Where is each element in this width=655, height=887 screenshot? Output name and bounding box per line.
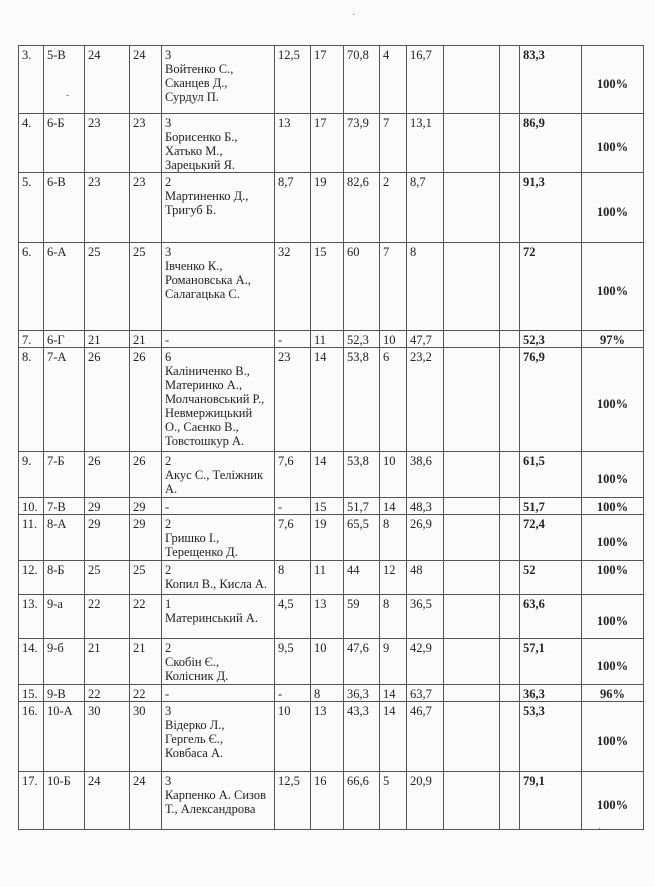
total-students-cell: 24 <box>85 772 130 830</box>
average-percent-cell: 38,6 <box>407 452 444 498</box>
sufficient-percent-cell: 44 <box>344 561 380 595</box>
present-students-cell: 24 <box>130 46 162 114</box>
performance-percent-cell: 100% <box>582 702 644 772</box>
performance-percent-cell: 97% <box>582 331 644 348</box>
grade-table <box>18 45 644 830</box>
high-level-students-cell <box>162 243 275 331</box>
present-students-cell: 22 <box>130 595 162 639</box>
sufficient-percent-cell: 51,7 <box>344 498 380 515</box>
class-cell: 5-В <box>44 46 85 114</box>
high-level-count: 3 <box>165 116 172 130</box>
sufficient-count-cell: 11 <box>311 331 344 348</box>
high-level-count: 2 <box>165 517 172 531</box>
class-cell: 9-В <box>44 685 85 702</box>
sufficient-count-cell: 15 <box>311 498 344 515</box>
low-count-cell <box>444 515 500 561</box>
table-row <box>19 772 644 830</box>
sufficient-percent-cell: 60 <box>344 243 380 331</box>
present-students-cell: 26 <box>130 348 162 452</box>
sufficient-count-cell: 19 <box>311 515 344 561</box>
grade-table-body <box>19 46 644 830</box>
high-level-students-cell <box>162 561 275 595</box>
performance-percent-cell: 100% <box>582 561 644 595</box>
high-level-percent-cell: 8 <box>275 561 311 595</box>
student-name: Романовська А., <box>165 273 251 287</box>
low-percent-cell <box>500 561 520 595</box>
table-row <box>19 702 644 772</box>
high-level-percent-cell: 10 <box>275 702 311 772</box>
average-count-cell: 8 <box>380 515 407 561</box>
performance-percent-cell: 96% <box>582 685 644 702</box>
sufficient-count-cell: 16 <box>311 772 344 830</box>
present-students-cell: 23 <box>130 114 162 173</box>
student-name: Сканцев Д., <box>165 76 228 90</box>
low-percent-cell <box>500 452 520 498</box>
average-percent-cell: 8 <box>407 243 444 331</box>
class-cell: 10-Б <box>44 772 85 830</box>
sufficient-count-cell: 14 <box>311 348 344 452</box>
student-name: Салагацька С. <box>165 287 240 301</box>
high-level-count: 1 <box>165 597 172 611</box>
high-level-percent-cell: 12,5 <box>275 46 311 114</box>
student-name: Ковбаса А. <box>165 746 224 760</box>
high-level-students-cell <box>162 685 275 702</box>
student-name: Войтенко С., <box>165 62 234 76</box>
high-level-percent-cell: 12,5 <box>275 772 311 830</box>
total-students-cell: 25 <box>85 243 130 331</box>
table-row <box>19 452 644 498</box>
present-students-cell: 29 <box>130 498 162 515</box>
high-level-percent-cell: 8,7 <box>275 173 311 243</box>
row-number-cell: 9. <box>19 452 44 498</box>
student-name: Товстошкур А. <box>165 434 245 448</box>
average-percent-cell: 8,7 <box>407 173 444 243</box>
student-name: Борисенко Б., <box>165 130 238 144</box>
class-cell: 8-А <box>44 515 85 561</box>
total-students-cell: 21 <box>85 639 130 685</box>
student-name: Материнський А. <box>165 611 258 625</box>
high-level-students-cell <box>162 702 275 772</box>
student-name: О., Саєнко В., <box>165 420 239 434</box>
high-level-count: 2 <box>165 454 172 468</box>
sufficient-count-cell: 8 <box>311 685 344 702</box>
sufficient-percent-cell: 70,8 <box>344 46 380 114</box>
row-number-cell: 14. <box>19 639 44 685</box>
sufficient-percent-cell: 82,6 <box>344 173 380 243</box>
low-percent-cell <box>500 685 520 702</box>
average-count-cell: 10 <box>380 331 407 348</box>
row-number-cell: 15. <box>19 685 44 702</box>
average-percent-cell: 42,9 <box>407 639 444 685</box>
sufficient-count-cell: 11 <box>311 561 344 595</box>
row-number-cell: 4. <box>19 114 44 173</box>
class-cell: 7-Б <box>44 452 85 498</box>
low-percent-cell <box>500 331 520 348</box>
student-name: Гергель Є., <box>165 732 224 746</box>
quality-percent-cell: 63,6 <box>520 595 582 639</box>
high-level-students-cell <box>162 173 275 243</box>
student-name: Хатько М., <box>165 144 223 158</box>
average-count-cell: 9 <box>380 639 407 685</box>
high-level-count: 6 <box>165 350 172 364</box>
table-row <box>19 515 644 561</box>
high-level-count: 3 <box>165 704 172 718</box>
present-students-cell: 21 <box>130 639 162 685</box>
total-students-cell: 29 <box>85 515 130 561</box>
high-level-students-cell <box>162 595 275 639</box>
high-level-students-cell <box>162 639 275 685</box>
quality-percent-cell: 72,4 <box>520 515 582 561</box>
quality-percent-cell: 86,9 <box>520 114 582 173</box>
total-students-cell: 21 <box>85 331 130 348</box>
sufficient-percent-cell: 43,3 <box>344 702 380 772</box>
high-level-count: 2 <box>165 175 172 189</box>
row-number-cell: 12. <box>19 561 44 595</box>
high-level-count: 3 <box>165 48 172 62</box>
low-count-cell <box>444 498 500 515</box>
high-level-count: 2 <box>165 563 172 577</box>
low-percent-cell <box>500 114 520 173</box>
performance-percent-cell: 100% <box>582 114 644 173</box>
student-name: Копил В., Кисла А. <box>165 577 268 591</box>
total-students-cell: 22 <box>85 685 130 702</box>
average-count-cell: 8 <box>380 595 407 639</box>
performance-percent-cell: 100% <box>582 452 644 498</box>
high-level-percent-cell: 32 <box>275 243 311 331</box>
row-number-cell: 3. <box>19 46 44 114</box>
low-percent-cell <box>500 515 520 561</box>
high-level-percent-cell: 4,5 <box>275 595 311 639</box>
average-percent-cell: 36,5 <box>407 595 444 639</box>
table-row <box>19 243 644 331</box>
sufficient-count-cell: 15 <box>311 243 344 331</box>
low-percent-cell <box>500 243 520 331</box>
average-percent-cell: 20,9 <box>407 772 444 830</box>
student-name: Відерко Л., <box>165 718 225 732</box>
total-students-cell: 23 <box>85 173 130 243</box>
sufficient-count-cell: 13 <box>311 595 344 639</box>
high-level-count: 3 <box>165 245 172 259</box>
sufficient-percent-cell: 66,6 <box>344 772 380 830</box>
student-name: Акус С., Теліжник <box>165 468 264 482</box>
performance-percent-cell: 100% <box>582 772 644 830</box>
student-name: А. <box>165 482 178 496</box>
low-percent-cell <box>500 173 520 243</box>
quality-percent-cell: 79,1 <box>520 772 582 830</box>
total-students-cell: 26 <box>85 452 130 498</box>
low-count-cell <box>444 243 500 331</box>
total-students-cell: 30 <box>85 702 130 772</box>
performance-percent-cell: 100% <box>582 46 644 114</box>
performance-percent-cell: 100% <box>582 639 644 685</box>
present-students-cell: 22 <box>130 685 162 702</box>
quality-percent-cell: 53,3 <box>520 702 582 772</box>
performance-percent-cell: 100% <box>582 243 644 331</box>
performance-percent-cell: 100% <box>582 173 644 243</box>
high-level-percent-cell: 7,6 <box>275 515 311 561</box>
high-level-percent-cell: 23 <box>275 348 311 452</box>
low-percent-cell <box>500 348 520 452</box>
low-percent-cell <box>500 595 520 639</box>
average-count-cell: 7 <box>380 114 407 173</box>
sufficient-percent-cell: 65,5 <box>344 515 380 561</box>
table-row <box>19 639 644 685</box>
class-cell: 6-В <box>44 173 85 243</box>
low-percent-cell <box>500 46 520 114</box>
student-name: Сурдул П. <box>165 90 219 104</box>
student-name: Невмержицький <box>165 406 253 420</box>
average-percent-cell: 47,7 <box>407 331 444 348</box>
student-name: Т., Александрова <box>165 802 256 816</box>
total-students-cell: 24 <box>85 46 130 114</box>
present-students-cell: 29 <box>130 515 162 561</box>
table-row <box>19 498 644 515</box>
present-students-cell: 25 <box>130 561 162 595</box>
sufficient-percent-cell: 73,9 <box>344 114 380 173</box>
row-number-cell: 16. <box>19 702 44 772</box>
quality-percent-cell: 61,5 <box>520 452 582 498</box>
row-number-cell: 13. <box>19 595 44 639</box>
student-name: Карпенко А. Сизов <box>165 788 267 802</box>
class-cell: 6-Б <box>44 114 85 173</box>
sufficient-count-cell: 14 <box>311 452 344 498</box>
sufficient-count-cell: 17 <box>311 46 344 114</box>
high-level-students-cell <box>162 114 275 173</box>
low-percent-cell <box>500 702 520 772</box>
low-count-cell <box>444 685 500 702</box>
average-percent-cell: 46,7 <box>407 702 444 772</box>
student-name: Гришко І., <box>165 531 220 545</box>
high-level-students-cell <box>162 452 275 498</box>
high-level-students-cell <box>162 46 275 114</box>
quality-percent-cell: 51,7 <box>520 498 582 515</box>
high-level-students-cell <box>162 515 275 561</box>
average-percent-cell: 13,1 <box>407 114 444 173</box>
class-cell: 6-Г <box>44 331 85 348</box>
table-row <box>19 595 644 639</box>
average-count-cell: 12 <box>380 561 407 595</box>
quality-percent-cell: 91,3 <box>520 173 582 243</box>
student-name: Терещенко Д. <box>165 545 238 559</box>
table-row <box>19 685 644 702</box>
student-name: Тригуб Б. <box>165 203 217 217</box>
average-count-cell: 5 <box>380 772 407 830</box>
table-row <box>19 348 644 452</box>
high-level-count: - <box>165 333 170 347</box>
sufficient-percent-cell: 47,6 <box>344 639 380 685</box>
student-name: Івченко К., <box>165 259 223 273</box>
low-count-cell <box>444 348 500 452</box>
class-cell: 7-А <box>44 348 85 452</box>
class-cell: 7-В <box>44 498 85 515</box>
row-number-cell: 8. <box>19 348 44 452</box>
student-name: Колісник Д. <box>165 669 229 683</box>
student-name: Зарецький Я. <box>165 158 236 172</box>
low-count-cell <box>444 452 500 498</box>
high-level-count: 3 <box>165 774 172 788</box>
class-cell: 8-Б <box>44 561 85 595</box>
high-level-students-cell <box>162 348 275 452</box>
low-percent-cell <box>500 498 520 515</box>
high-level-students-cell <box>162 772 275 830</box>
total-students-cell: 26 <box>85 348 130 452</box>
table-row <box>19 173 644 243</box>
scan-speck: ‐ <box>66 90 70 101</box>
average-count-cell: 10 <box>380 452 407 498</box>
total-students-cell: 22 <box>85 595 130 639</box>
high-level-percent-cell: 9,5 <box>275 639 311 685</box>
row-number-cell: 17. <box>19 772 44 830</box>
average-count-cell: 14 <box>380 702 407 772</box>
average-percent-cell: 48 <box>407 561 444 595</box>
sufficient-count-cell: 19 <box>311 173 344 243</box>
sufficient-percent-cell: 52,3 <box>344 331 380 348</box>
class-cell: 9-б <box>44 639 85 685</box>
row-number-cell: 11. <box>19 515 44 561</box>
student-name: Каліниченко В., <box>165 364 250 378</box>
quality-percent-cell: 36,3 <box>520 685 582 702</box>
table-row <box>19 561 644 595</box>
average-percent-cell: 48,3 <box>407 498 444 515</box>
row-number-cell: 6. <box>19 243 44 331</box>
total-students-cell: 23 <box>85 114 130 173</box>
low-count-cell <box>444 702 500 772</box>
quality-percent-cell: 52 <box>520 561 582 595</box>
class-cell: 9-а <box>44 595 85 639</box>
sufficient-percent-cell: 53,8 <box>344 348 380 452</box>
low-count-cell <box>444 173 500 243</box>
high-level-count: 2 <box>165 641 172 655</box>
table-row <box>19 331 644 348</box>
scan-speck: · <box>352 10 356 21</box>
quality-percent-cell: 83,3 <box>520 46 582 114</box>
present-students-cell: 21 <box>130 331 162 348</box>
high-level-percent-cell: - <box>275 331 311 348</box>
quality-percent-cell: 76,9 <box>520 348 582 452</box>
table-row <box>19 46 644 114</box>
total-students-cell: 29 <box>85 498 130 515</box>
performance-percent-cell: 100% <box>582 595 644 639</box>
average-count-cell: 2 <box>380 173 407 243</box>
average-percent-cell: 63,7 <box>407 685 444 702</box>
sufficient-count-cell: 10 <box>311 639 344 685</box>
student-name: Мартиненко Д., <box>165 189 249 203</box>
row-number-cell: 5. <box>19 173 44 243</box>
row-number-cell: 10. <box>19 498 44 515</box>
sufficient-count-cell: 17 <box>311 114 344 173</box>
sufficient-count-cell: 13 <box>311 702 344 772</box>
low-count-cell <box>444 561 500 595</box>
average-count-cell: 14 <box>380 685 407 702</box>
performance-percent-cell: 100% <box>582 348 644 452</box>
average-percent-cell: 16,7 <box>407 46 444 114</box>
low-count-cell <box>444 772 500 830</box>
present-students-cell: 24 <box>130 772 162 830</box>
present-students-cell: 23 <box>130 173 162 243</box>
high-level-percent-cell: 7,6 <box>275 452 311 498</box>
scan-speck: · <box>598 824 602 835</box>
average-count-cell: 4 <box>380 46 407 114</box>
table-row <box>19 114 644 173</box>
class-cell: 6-А <box>44 243 85 331</box>
average-percent-cell: 23,2 <box>407 348 444 452</box>
student-name: Материнко А., <box>165 378 243 392</box>
low-count-cell <box>444 46 500 114</box>
sufficient-percent-cell: 59 <box>344 595 380 639</box>
quality-percent-cell: 52,3 <box>520 331 582 348</box>
average-count-cell: 14 <box>380 498 407 515</box>
low-percent-cell <box>500 772 520 830</box>
sufficient-percent-cell: 53,8 <box>344 452 380 498</box>
high-level-count: - <box>165 500 170 514</box>
high-level-students-cell <box>162 331 275 348</box>
low-count-cell <box>444 114 500 173</box>
student-name: Скобін Є., <box>165 655 220 669</box>
total-students-cell: 25 <box>85 561 130 595</box>
quality-percent-cell: 72 <box>520 243 582 331</box>
high-level-percent-cell: - <box>275 685 311 702</box>
row-number-cell: 7. <box>19 331 44 348</box>
high-level-percent-cell: - <box>275 498 311 515</box>
sufficient-percent-cell: 36,3 <box>344 685 380 702</box>
present-students-cell: 26 <box>130 452 162 498</box>
high-level-students-cell <box>162 498 275 515</box>
average-count-cell: 7 <box>380 243 407 331</box>
present-students-cell: 30 <box>130 702 162 772</box>
low-percent-cell <box>500 639 520 685</box>
low-count-cell <box>444 595 500 639</box>
low-count-cell <box>444 639 500 685</box>
high-level-count: - <box>165 687 170 701</box>
performance-percent-cell: 100% <box>582 498 644 515</box>
performance-percent-cell: 100% <box>582 515 644 561</box>
average-percent-cell: 26,9 <box>407 515 444 561</box>
average-count-cell: 6 <box>380 348 407 452</box>
high-level-percent-cell: 13 <box>275 114 311 173</box>
quality-percent-cell: 57,1 <box>520 639 582 685</box>
present-students-cell: 25 <box>130 243 162 331</box>
low-count-cell <box>444 331 500 348</box>
student-name: Молчановський Р., <box>165 392 265 406</box>
class-cell: 10-А <box>44 702 85 772</box>
